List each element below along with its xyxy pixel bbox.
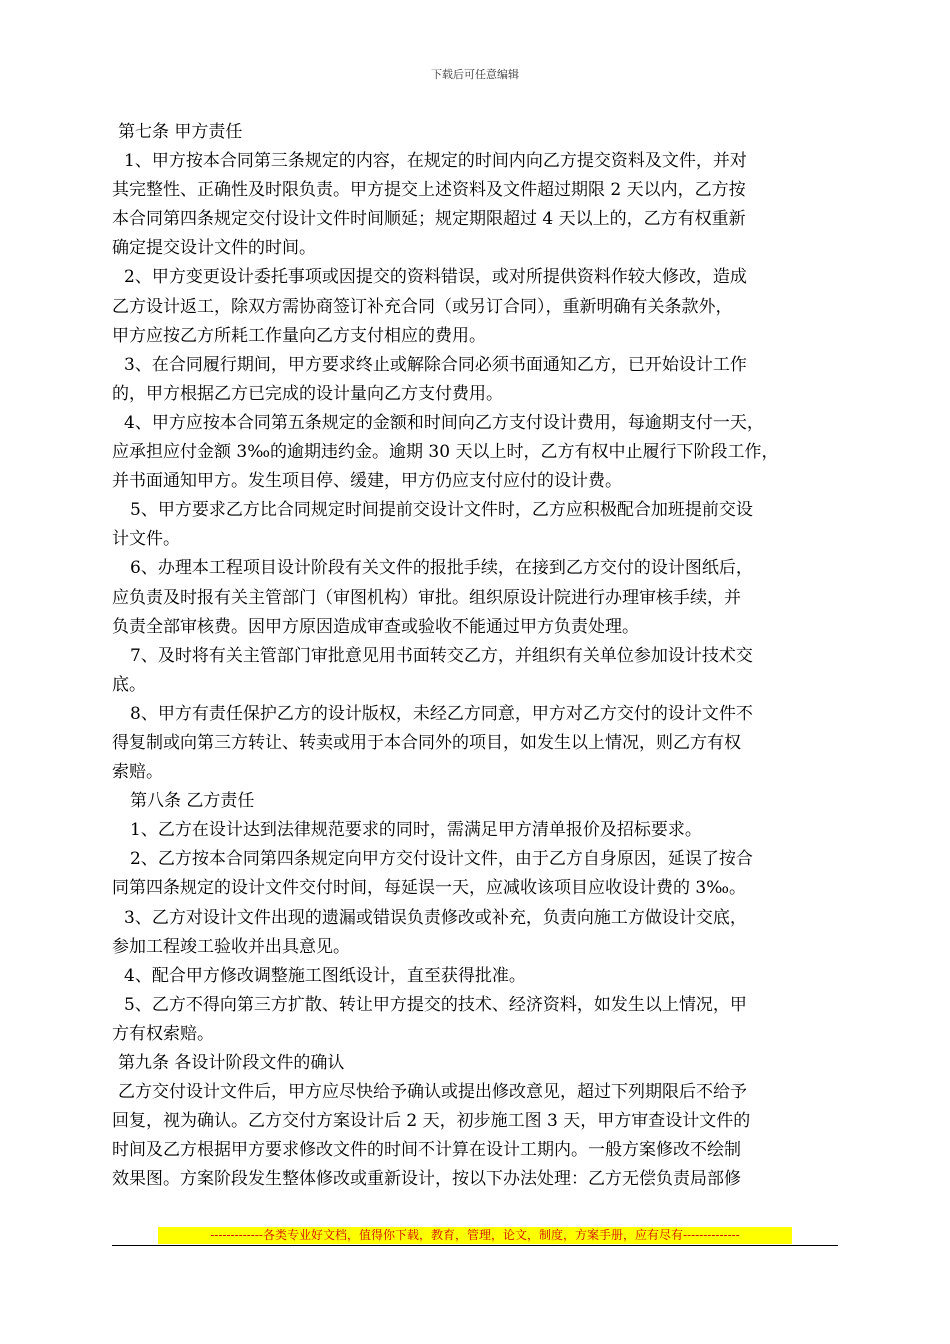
footer-divider — [112, 1245, 838, 1246]
text-line: 方有权索赔。 — [112, 1023, 214, 1044]
text-line: 并书面通知甲方。发生项目停、缓建，甲方仍应支付应付的设计费。 — [112, 471, 622, 492]
text-line: 4、配合甲方修改调整施工图纸设计，直至获得批准。 — [124, 965, 526, 986]
text-line: 第七条 甲方责任 — [118, 122, 243, 142]
text-line: 本合同第四条规定交付设计文件时间顺延；规定期限超过 4 天以上的，乙方有权重新 — [112, 209, 746, 230]
text-line: 5、乙方不得向第三方扩散、转让甲方提交的技术、经济资料，如发生以上情况，甲 — [124, 994, 747, 1015]
text-line: 其完整性、正确性及时限负责。甲方提交上述资料及文件超过期限 2 天以内，乙方按 — [112, 180, 746, 201]
text-line: 3、乙方对设计文件出现的遗漏或错误负责修改或补充，负责向施工方做设计交底， — [124, 907, 747, 928]
text-line: 乙方设计返工，除双方需协商签订补充合同（或另订合同），重新明确有关条款外， — [112, 296, 733, 317]
contract-body — [112, 118, 840, 1194]
text-line: 1、甲方按本合同第三条规定的内容，在规定的时间内向乙方提交资料及文件，并对 — [124, 151, 747, 172]
text-line: 7、及时将有关主管部门审批意见用书面转交乙方，并组织有关单位参加设计技术交 — [130, 645, 753, 666]
text-line: 回复，视为确认。乙方交付方案设计后 2 天，初步施工图 3 天，甲方审查设计文件的 — [112, 1111, 751, 1132]
text-line: 甲方应按乙方所耗工作量向乙方支付相应的费用。 — [112, 325, 486, 346]
text-line: 8、甲方有责任保护乙方的设计版权，未经乙方同意，甲方对乙方交付的设计文件不 — [130, 703, 753, 724]
text-line: 5、甲方要求乙方比合同规定时间提前交设计文件时，乙方应积极配合加班提前交设 — [130, 500, 753, 521]
page-header: 下载后可任意编辑 — [431, 68, 519, 81]
text-line: 效果图。方案阶段发生整体修改或重新设计，按以下办法处理：乙方无偿负责局部修 — [112, 1169, 741, 1190]
text-line: 索赔。 — [112, 762, 163, 783]
text-line: 得复制或向第三方转让、转卖或用于本合同外的项目，如发生以上情况，则乙方有权 — [112, 732, 741, 753]
text-line: 乙方交付设计文件后，甲方应尽快给予确认或提出修改意见，超过下列期限后不给予 — [118, 1082, 747, 1103]
text-line: 底。 — [112, 674, 146, 695]
text-line: 应负责及时报有关主管部门（审图机构）审批。组织原设计院进行办理审核手续，并 — [112, 587, 741, 608]
text-line: 2、乙方按本合同第四条规定向甲方交付设计文件，由于乙方自身原因，延误了按合 — [130, 849, 753, 870]
text-line: 确定提交设计文件的时间。 — [112, 238, 316, 259]
text-line: 应承担应付金额 3‰的逾期违约金。逾期 30 天以上时，乙方有权中止履行下阶段工作， — [112, 442, 779, 463]
text-line: 同第四条规定的设计文件交付时间，每延误一天，应减收该项目应收设计费的 3‰。 — [112, 878, 747, 899]
text-line: 3、在合同履行期间，甲方要求终止或解除合同必须书面通知乙方，已开始设计工作 — [124, 354, 747, 375]
text-line: 6、办理本工程项目设计阶段有关文件的报批手续，在接到乙方交付的设计图纸后， — [130, 558, 753, 579]
text-line: 时间及乙方根据甲方要求修改文件的时间不计算在设计工期内。一般方案修改不绘制 — [112, 1140, 741, 1161]
text-line: 1、乙方在设计达到法律规范要求的同时，需满足甲方清单报价及招标要求。 — [130, 820, 702, 841]
text-line: 计文件。 — [112, 529, 180, 550]
text-line: 2、甲方变更设计委托事项或因提交的资料错误，或对所提供资料作较大修改，造成 — [124, 267, 747, 288]
text-line: 负责全部审核费。因甲方原因造成审查或验收不能通过甲方负责处理。 — [112, 616, 639, 637]
text-line: 参加工程竣工验收并出具意见。 — [112, 936, 350, 957]
text-line: 第九条 各设计阶段文件的确认 — [118, 1053, 345, 1073]
footer-banner: -------------各类专业好文档，值得你下载，教育，管理，论文，制度，方案手册，应有尽有-------------- — [158, 1227, 792, 1244]
text-line: 第八条 乙方责任 — [130, 791, 255, 812]
text-line: 的，甲方根据乙方已完成的设计量向乙方支付费用。 — [112, 383, 503, 404]
text-line: 4、甲方应按本合同第五条规定的金额和时间向乙方支付设计费用，每逾期支付一天， — [124, 412, 764, 433]
